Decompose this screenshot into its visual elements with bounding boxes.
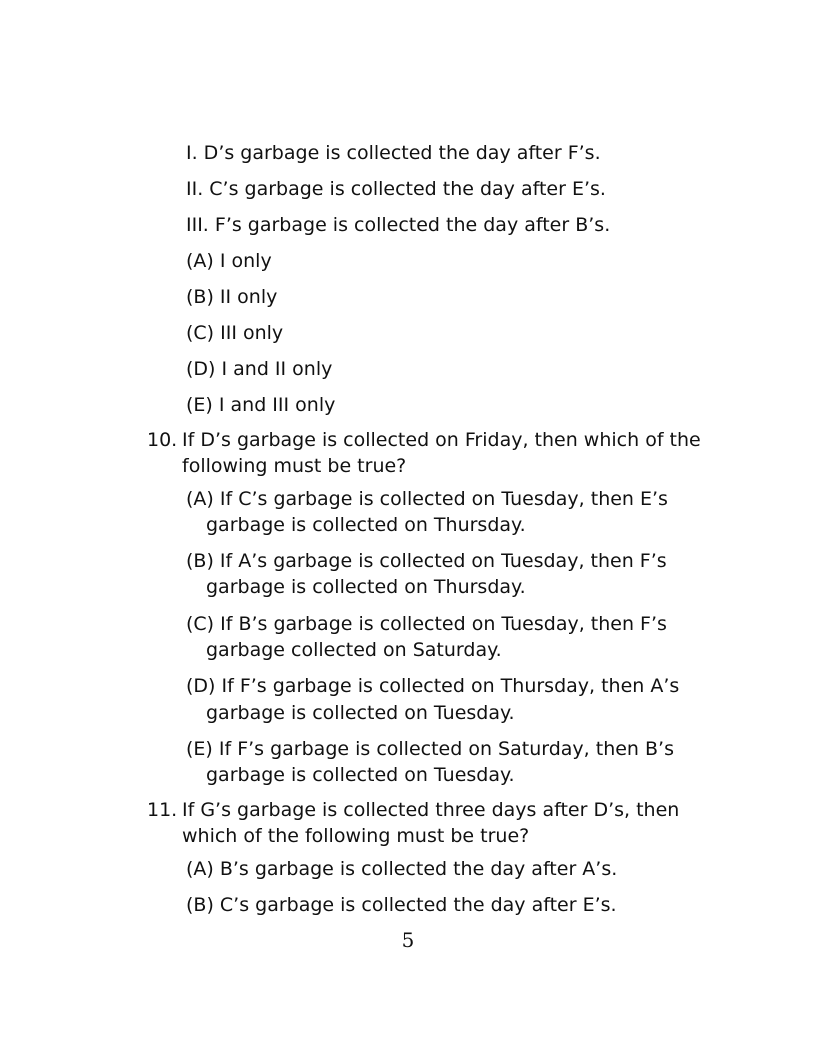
question-stem-line: If D’s garbage is collected on Friday, then which of the [182, 429, 701, 451]
q10-option-b-continued: garbage is collected on Thursday. [206, 576, 526, 598]
q10-option-e: (E) If F’s garbage is collected on Saturday, then B’s [186, 738, 674, 760]
question-stem [182, 428, 701, 452]
q10-option-d: (D) If F’s garbage is collected on Thursday, then A’s [186, 675, 680, 697]
option-d: (D) I and II only [186, 358, 333, 380]
q10-option-a-continued: garbage is collected on Thursday. [206, 514, 526, 536]
q10-option-a: (A) If C’s garbage is collected on Tuesday, then E’s [186, 488, 668, 510]
question-stem-continued: following must be true? [182, 455, 407, 477]
option-b: (B) II only [186, 286, 278, 308]
question-number: 11. [147, 799, 178, 821]
q10-option-b: (B) If A’s garbage is collected on Tuesday, then F’s [186, 550, 667, 572]
question-stem: If G’s garbage is collected three days after D’s, then [182, 799, 680, 821]
q11-option-a: (A) B’s garbage is collected the day after A’s. [186, 858, 618, 880]
q10-option-c-continued: garbage collected on Saturday. [206, 639, 502, 661]
option-c: (C) III only [186, 322, 284, 344]
statement-i: I. D’s garbage is collected the day after F’s. [186, 142, 601, 164]
page-number: 5 [401, 928, 415, 952]
statement-iii: III. F’s garbage is collected the day after B’s. [186, 214, 611, 236]
q10-option-c: (C) If B’s garbage is collected on Tuesday, then F’s [186, 613, 667, 635]
option-e: (E) I and III only [186, 394, 336, 416]
q11-option-b: (B) C’s garbage is collected the day after E’s. [186, 894, 617, 916]
q10-option-d-continued: garbage is collected on Tuesday. [206, 702, 515, 724]
statement-ii: II. C’s garbage is collected the day after E’s. [186, 178, 606, 200]
q10-option-e-continued: garbage is collected on Tuesday. [206, 764, 515, 786]
question-number: 10. [147, 429, 178, 451]
option-a: (A) I only [186, 250, 272, 272]
question-stem-continued: which of the following must be true? [182, 825, 530, 847]
